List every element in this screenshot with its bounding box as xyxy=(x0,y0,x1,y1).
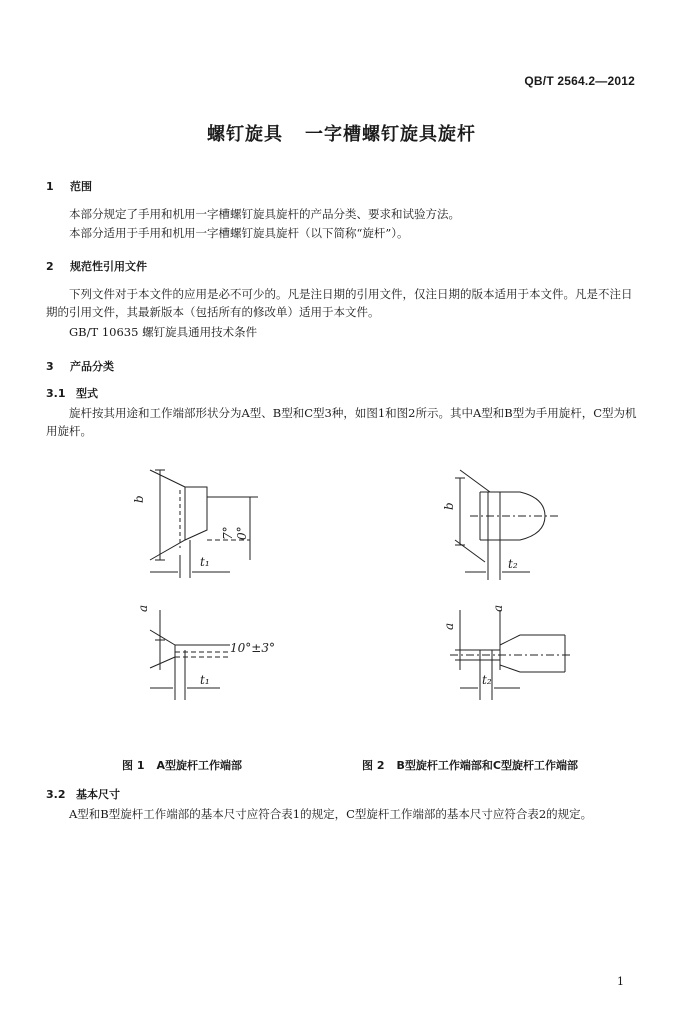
fig2-front-view xyxy=(450,610,570,700)
section-3-1-heading xyxy=(46,385,98,401)
caption-number: 图 1 xyxy=(122,759,145,772)
fig1-label-angle-10: 10°±3° xyxy=(230,641,275,655)
figure-1-caption xyxy=(122,757,242,773)
section-1-heading xyxy=(46,178,92,194)
fig1-label-t1-top: t₁ xyxy=(200,555,210,569)
fig1-label-a: a xyxy=(136,604,150,612)
fig1-label-t1-bottom: t₁ xyxy=(200,673,210,687)
section-1-paragraph-1: 本部分规定了手用和机用一字槽螺钉旋具旋杆的产品分类、要求和试验方法。 xyxy=(69,207,460,221)
section-number: 2 xyxy=(46,260,54,273)
page-title xyxy=(0,120,683,146)
section-2-paragraph: 下列文件对于本文件的应用是必不可少的。凡是注日期的引用文件，仅注日期的版本适用于本文件。凡是不注日期的引用文件，其最新版本（包括所有的修改单）适用于本文件。 xyxy=(46,287,633,319)
section-3-2-heading xyxy=(46,786,120,802)
section-number: 1 xyxy=(46,180,54,193)
caption-text: A型旋杆工作端部 xyxy=(156,759,242,772)
caption-number: 图 2 xyxy=(362,759,385,772)
figure-2-caption xyxy=(362,757,578,773)
section-3-1-paragraph: 旋杆按其用途和工作端部形状分为A型、B型和C型3种，如图1和图2所示。其中A型和B型为手用旋杆，C型为机用旋杆。 xyxy=(46,406,637,438)
fig2-label-t2-top: t₂ xyxy=(508,557,518,571)
section-number: 3.1 xyxy=(46,387,66,400)
section-title: 型式 xyxy=(76,387,98,400)
standard-code: QB/T 2564.2—2012 xyxy=(524,74,635,88)
fig1-front-view xyxy=(150,610,230,700)
title-part2: 一字槽螺钉旋具旋杆 xyxy=(305,124,476,145)
figures-drawing xyxy=(0,455,683,705)
fig2-label-t2-bottom: t₂ xyxy=(482,673,492,687)
caption-text: B型旋杆工作端部和C型旋杆工作端部 xyxy=(396,759,578,772)
section-3-2-paragraph: A型和B型旋杆工作端部的基本尺寸应符合表1的规定，C型旋杆工作端部的基本尺寸应符合表2的规定。 xyxy=(69,807,593,821)
section-2-heading xyxy=(46,258,147,274)
fig2-label-a2: a xyxy=(491,604,505,612)
section-title: 规范性引用文件 xyxy=(70,260,147,273)
section-number: 3 xyxy=(46,360,54,373)
section-1-paragraph-2: 本部分适用于手用和机用一字槽螺钉旋具旋杆（以下简称“旋杆”）。 xyxy=(69,226,409,240)
section-3-heading xyxy=(46,358,114,374)
normative-reference: GB/T 10635 螺钉旋具通用技术条件 xyxy=(69,325,258,339)
fig1-label-angle-7: 7° xyxy=(221,526,235,540)
section-title: 产品分类 xyxy=(70,360,114,373)
fig2-label-a1: a xyxy=(442,622,456,630)
fig2-label-b: b xyxy=(442,502,456,510)
page-number: 1 xyxy=(617,975,624,988)
fig1-label-b: b xyxy=(132,495,146,503)
fig1-label-angle-0: 0° xyxy=(235,526,249,540)
section-title: 基本尺寸 xyxy=(76,788,120,801)
section-number: 3.2 xyxy=(46,788,66,801)
title-part1: 螺钉旋具 xyxy=(207,124,283,145)
section-title: 范围 xyxy=(70,180,92,193)
